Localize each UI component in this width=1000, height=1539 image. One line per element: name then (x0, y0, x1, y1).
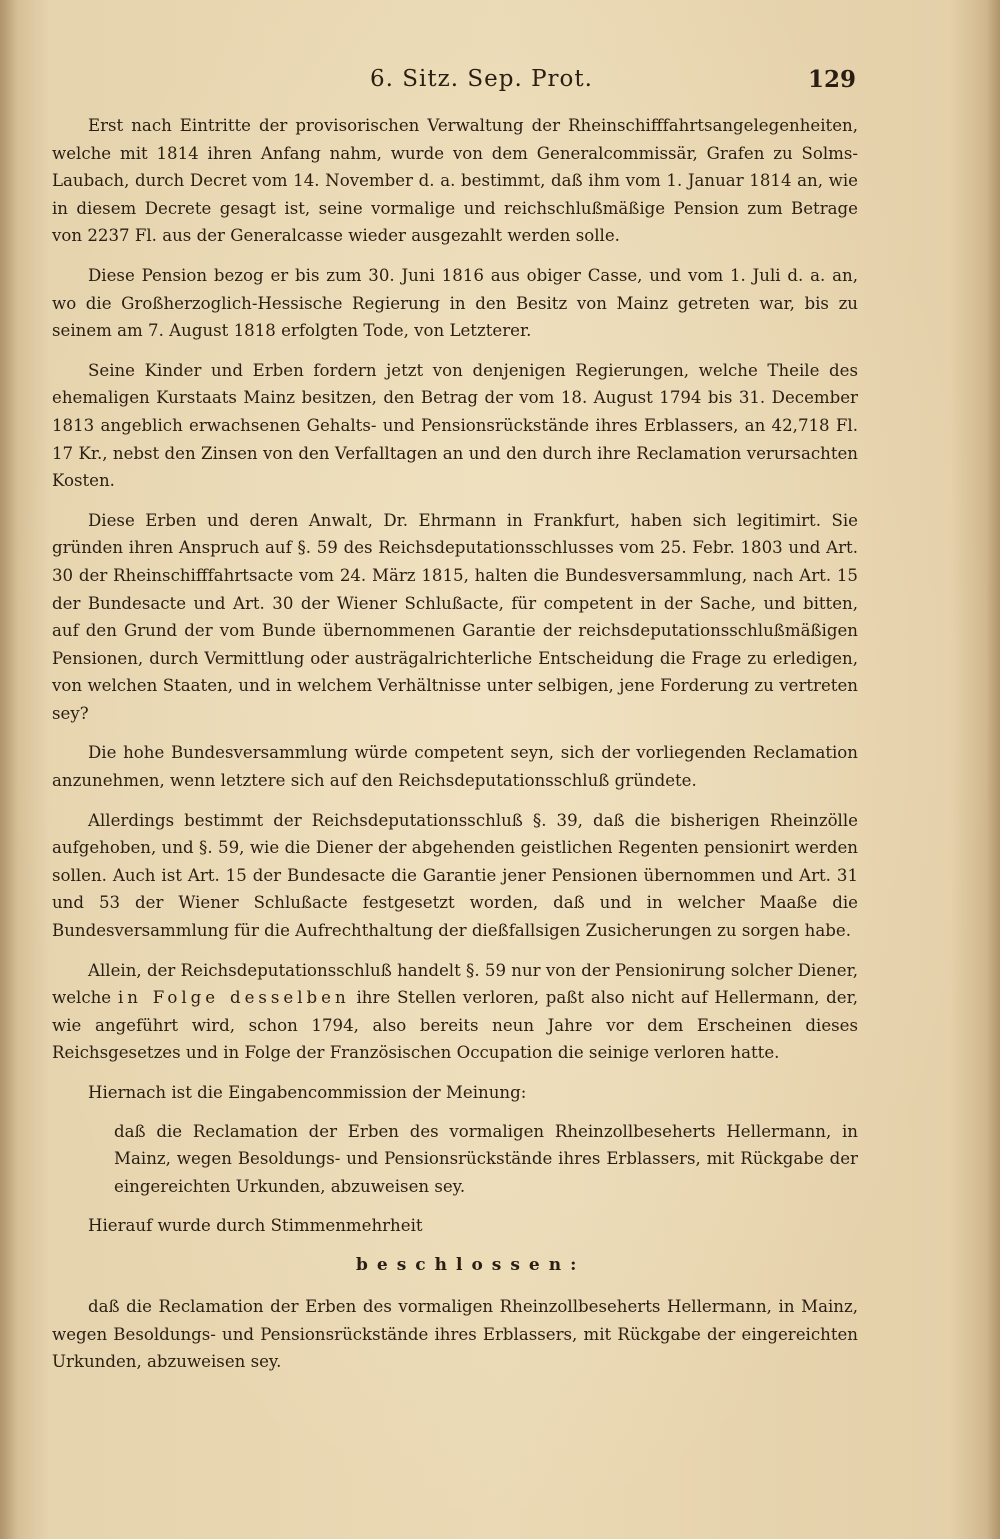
commission-opinion: daß die Reclamation der Erben des vormaligen Rheinzollbeseherts Hellermann, in Mainz, wegen Besoldungs- und Pensionsrückstände ihres Erblassers, mit Rückgabe der eingereichten Urkunden, abzuweisen sey. (114, 1121, 858, 1196)
paragraph-2: Diese Pension bezog er bis zum 30. Juni 1816 aus obiger Casse, und vom 1. Juli d. a. an, wo die Großherzoglich-Hessische Regierung in den Besitz von Mainz getreten war, bis zu seinem am 7. August 1818 erfolgten Tode, von Letzterer. (52, 265, 858, 341)
paragraph-7-part-b: ihre Stellen verloren, paßt also nicht auf Hellermann, der, wie angeführt wird, schon 1794, also bereits neun Jahre vor dem Erscheinen dieses Reichsgesetzes und in Folge der Französischen Occupation die seinige verloren hatte. (52, 988, 858, 1063)
page-edge-right (986, 0, 1000, 1539)
paragraph-7-spaced: in Folge desselben (117, 988, 350, 1008)
paragraph-8: Hiernach ist die Eingabencommission der Meinung: (88, 1083, 527, 1102)
paragraph-6: Allerdings bestimmt der Reichsdeputationsschluß §. 39, daß die bisherigen Rheinzölle aufgehoben, und §. 59, wie die Diener der abgehenden geistlichen Regenten pensionirt werden sollen. Auch ist Art. 15 der Bundesacte die Garantie jener Pensionen übernommen und Art. 31 und 53 der Wiener Schlußacte festgesetzt worden, daß und in welcher Maaße die Bundesversammlung für die Aufrechthaltung der dießfallsigen Zusicherungen zu sorgen habe. (52, 810, 858, 941)
paragraph-10: Hierauf wurde durch Stimmenmehrheit (88, 1216, 423, 1236)
paragraph-7-part-a: Allein, der Reichsdeputationsschluß handelt §. 59 nur von der Pensionirung solcher Diener, welche (52, 960, 858, 1008)
paragraph-3: Seine Kinder und Erben fordern jetzt von denjenigen Regierungen, welche Theile des ehemaligen Kurstaats Mainz besitzen, den Betrag der vom 18. August 1794 bis 31. December 1813 angeblich erwachsenen Gehalts- und Pensionsrückstände ihres Erblassers, an 42,718 Fl. 17 Kr., nebst den Zinsen von den Verfalltagen an und den durch ihre Reclamation verursachten Kosten. (52, 360, 858, 491)
paragraph-7 (52, 957, 858, 1067)
paragraph-1: Erst nach Eintritte der provisorischen Verwaltung der Rheinschifffahrtsangelegenheiten, welche mit 1814 ihren Anfang nahm, wurde von dem Generalcommissär, Grafen zu Solms-Laubach, durch Decret vom 14. November d. a. bestimmt, daß ihm vom 1. Januar 1814 an, wie in diesem Decrete gesagt ist, seine vormalige und reichschlußmäßige Pension zum Betrage von 2237 Fl. aus der Generalcasse wieder ausgezahlt werden solle. (52, 116, 858, 246)
resolution-heading: beschlossen: (356, 1254, 586, 1275)
resolution-text: daß die Reclamation der Erben des vormaligen Rheinzollbeseherts Hellermann, in Mainz, wegen Besoldungs- und Pensionsrückstände ihres Erblassers, mit Rückgabe der eingereichten Urkunden, abzuweisen sey. (52, 1296, 858, 1372)
paragraph-5: Die hohe Bundesversammlung würde competent seyn, sich der vorliegenden Reclamation anzunehmen, wenn letztere sich auf den Reichsdeputationsschluß gründete. (52, 743, 858, 791)
page-edge-left (0, 0, 18, 1539)
page-header (60, 66, 860, 102)
paragraph-4: Diese Erben und deren Anwalt, Dr. Ehrmann in Frankfurt, haben sich legitimirt. Sie gründen ihren Anspruch auf §. 59 des Reichsdeputationsschlusses vom 25. Febr. 1803 und Art. 30 der Rheinschifffahrtsacte vom 24. März 1815, halten die Bundesversammlung, nach Art. 15 der Bundesacte und Art. 30 der Wiener Schlußacte, für competent in der Sache, und bitten, auf den Grund der vom Bunde übernommenen Garantie der reichsdeputationsschlußmäßigen Pensionen, durch Vermittlung oder austrägalrichterliche Entscheidung die Frage zu erledigen, von welchen Staaten, und in welchem Verhältnisse unter selbigen, jene Forderung zu vertreten sey? (52, 510, 858, 723)
running-head: 6. Sitz. Sep. Prot. (370, 66, 593, 92)
page-body (52, 112, 858, 1376)
page-number: 129 (807, 66, 856, 93)
